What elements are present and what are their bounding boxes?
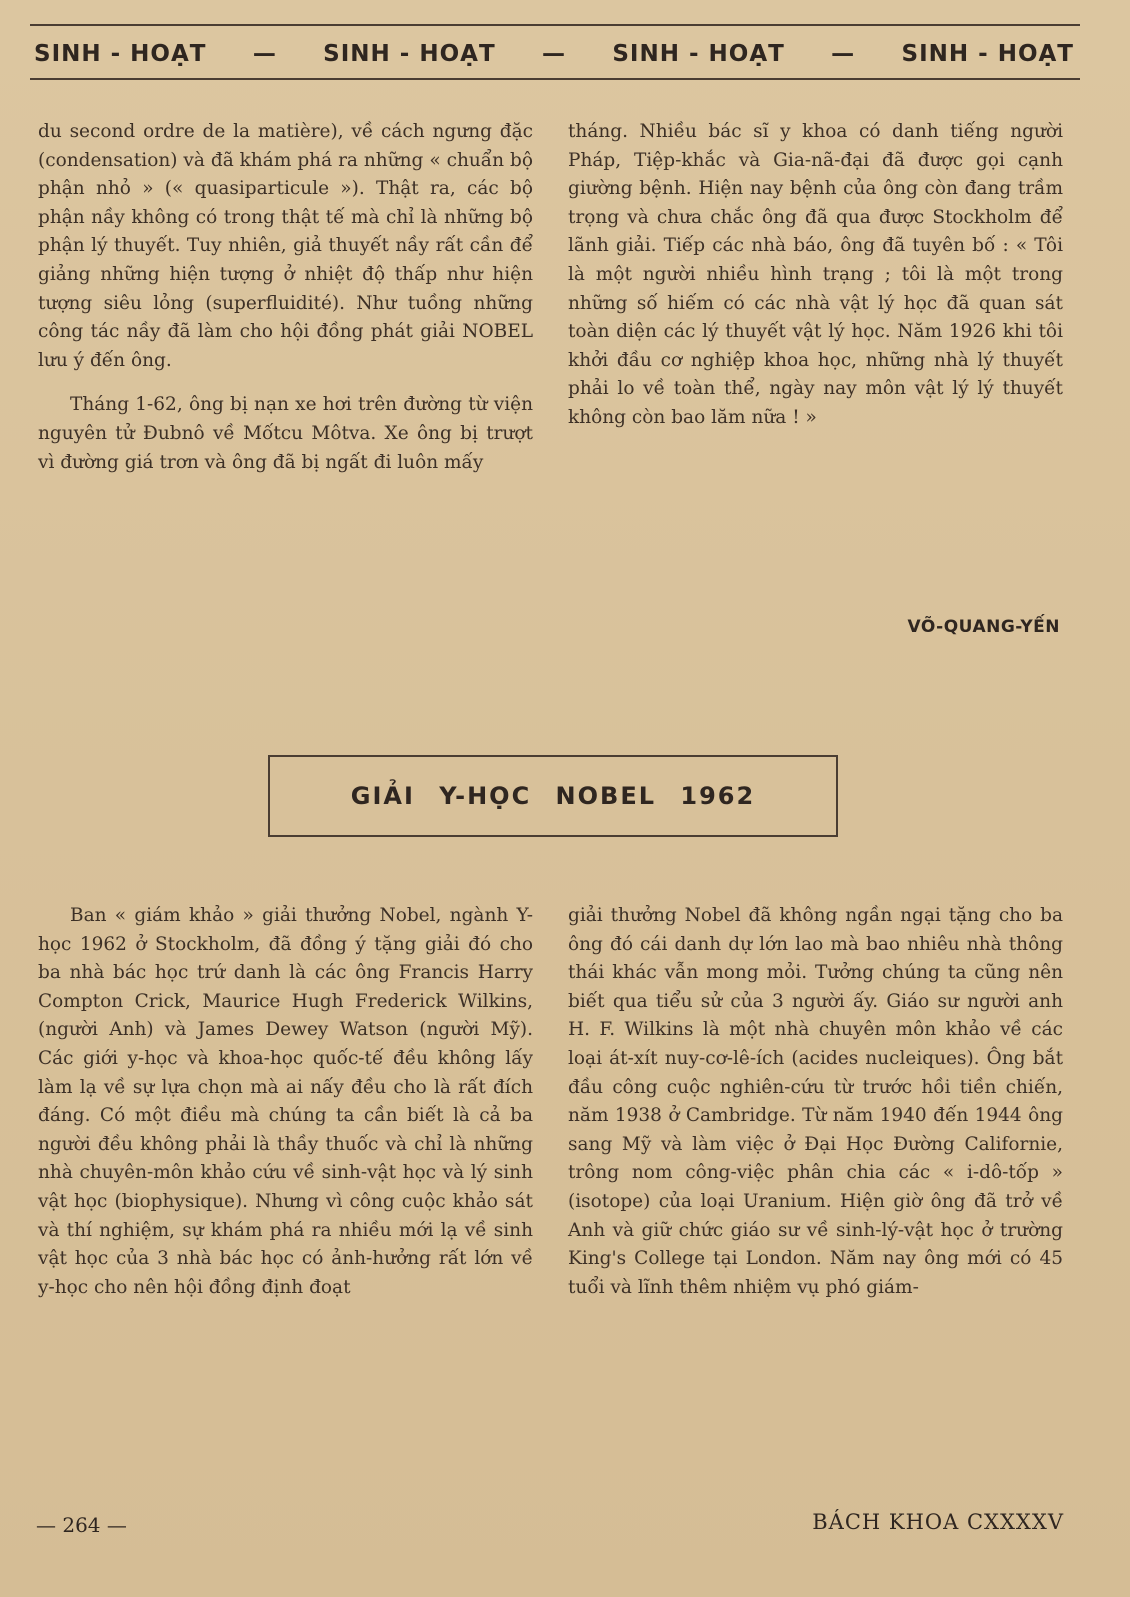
running-header [34,34,1074,74]
header-rule-top [30,24,1080,26]
top-left-column [38,118,533,477]
header-item: SINH - HOẠT [34,41,207,67]
header-item: SINH - HOẠT [323,41,496,67]
header-dash: — [252,41,277,67]
author-signature: VÕ-QUANG-YẾN [907,617,1060,637]
header-item: SINH - HOẠT [612,41,785,67]
top-right-column [568,118,1063,433]
article-title: GIẢI Y-HỌC NOBEL 1962 [350,782,756,810]
bottom-right-column [568,902,1063,1302]
header-item: SINH - HOẠT [901,41,1074,67]
header-dash: — [831,41,856,67]
header-rule-bottom [30,78,1080,80]
paragraph: tháng. Nhiều bác sĩ y khoa có danh tiếng người Pháp, Tiệp-khắc và Gia-nã-đại đã được gọi cạnh giường bệnh. Hiện nay bệnh của ông còn đang trầm trọng và chưa chắc ông đã qua được Stockholm để lãnh giải. Tiếp các nhà báo, ông đã tuyên bố : « Tôi là một người nhiều hình trạng ; tôi là một trong những số hiếm có các nhà vật lý học đã quan sát toàn diện các lý thuyết vật lý học. Năm 1926 khi tôi khởi đầu cơ nghiệp khoa học, những nhà lý thuyết phải lo về toàn thể, ngày nay môn vật lý lý thuyết không còn bao lăm nữa ! » [568,121,1063,428]
paragraph: du second ordre de la matière), về cách ngưng đặc (condensation) và đã khám phá ra những « chuẩn bộ phận nhỏ » (« quasiparticule »). Thật ra, các bộ phận nầy không có trong thật tế mà chỉ là những bộ phận lý thuyết. Tuy nhiên, giả thuyết nầy rất cần để giảng những hiện tượng ở nhiệt độ thấp như hiện tượng siêu lỏng (superfluidité). Như tuồng những công tác nầy đã làm cho hội đồng phát giải NOBEL lưu ý đến ông. [38,121,533,371]
article-title-box [268,755,838,837]
page-number: — 264 — [36,1513,127,1537]
header-dash: — [542,41,566,67]
journal-name: BÁCH KHOA CXXXXV [812,1510,1064,1534]
bottom-left-column [38,902,533,1302]
paragraph: Ban « giám khảo » giải thưởng Nobel, ngành Y-học 1962 ở Stockholm, đã đồng ý tặng giải đó cho ba nhà bác học trứ danh là các ông Francis Harry Compton Crick, Maurice Hugh Frederick Wilkins, (người Anh) và James Dewey Watson (người Mỹ). Các giới y-học và khoa-học quốc-tế đều không lấy làm lạ về sự lựa chọn mà ai nấy đều cho là rất đích đáng. Có một điều mà chúng ta cần biết là cả ba người đều không phải là thầy thuốc và chỉ là những nhà chuyên-môn khảo cứu về sinh-vật học và lý sinh vật học (biophysique). Nhưng vì công cuộc khảo sát và thí nghiệm, sự khám phá ra nhiều mới lạ về sinh vật học của 3 nhà bác học có ảnh-hưởng rất lớn về y-học cho nên hội đồng định đoạt [38,905,533,1298]
paragraph: Tháng 1-62, ông bị nạn xe hơi trên đường từ viện nguyên tử Đubnô về Mốtcu Môtva. Xe ông bị trượt vì đường giá trơn và ông đã bị ngất đi luôn mấy [38,394,533,473]
paragraph: giải thưởng Nobel đã không ngần ngại tặng cho ba ông đó cái danh dự lớn lao mà bao nhiêu nhà thông thái khác vẫn mong mỏi. Tưởng chúng ta cũng nên biết qua tiểu sử của 3 người ấy. Giáo sư người anh H. F. Wilkins là một nhà chuyên môn khảo về các loại át-xít nuy-cơ-lê-ích (acides nucleiques). Ông bắt đầu công cuộc nghiên-cứu từ trước hồi tiền chiến, năm 1938 ở Cambridge. Từ năm 1940 đến 1944 ông sang Mỹ và làm việc ở Đại Học Đường Californie, trông nom công-việc phân chia các « i-dô-tốp » (isotope) của loại Uranium. Hiện giờ ông đã trở về Anh và giữ chức giáo sư về sinh-lý-vật học ở trường King's College tại London. Năm nay ông mới có 45 tuổi và lĩnh thêm nhiệm vụ phó giám- [568,905,1063,1298]
